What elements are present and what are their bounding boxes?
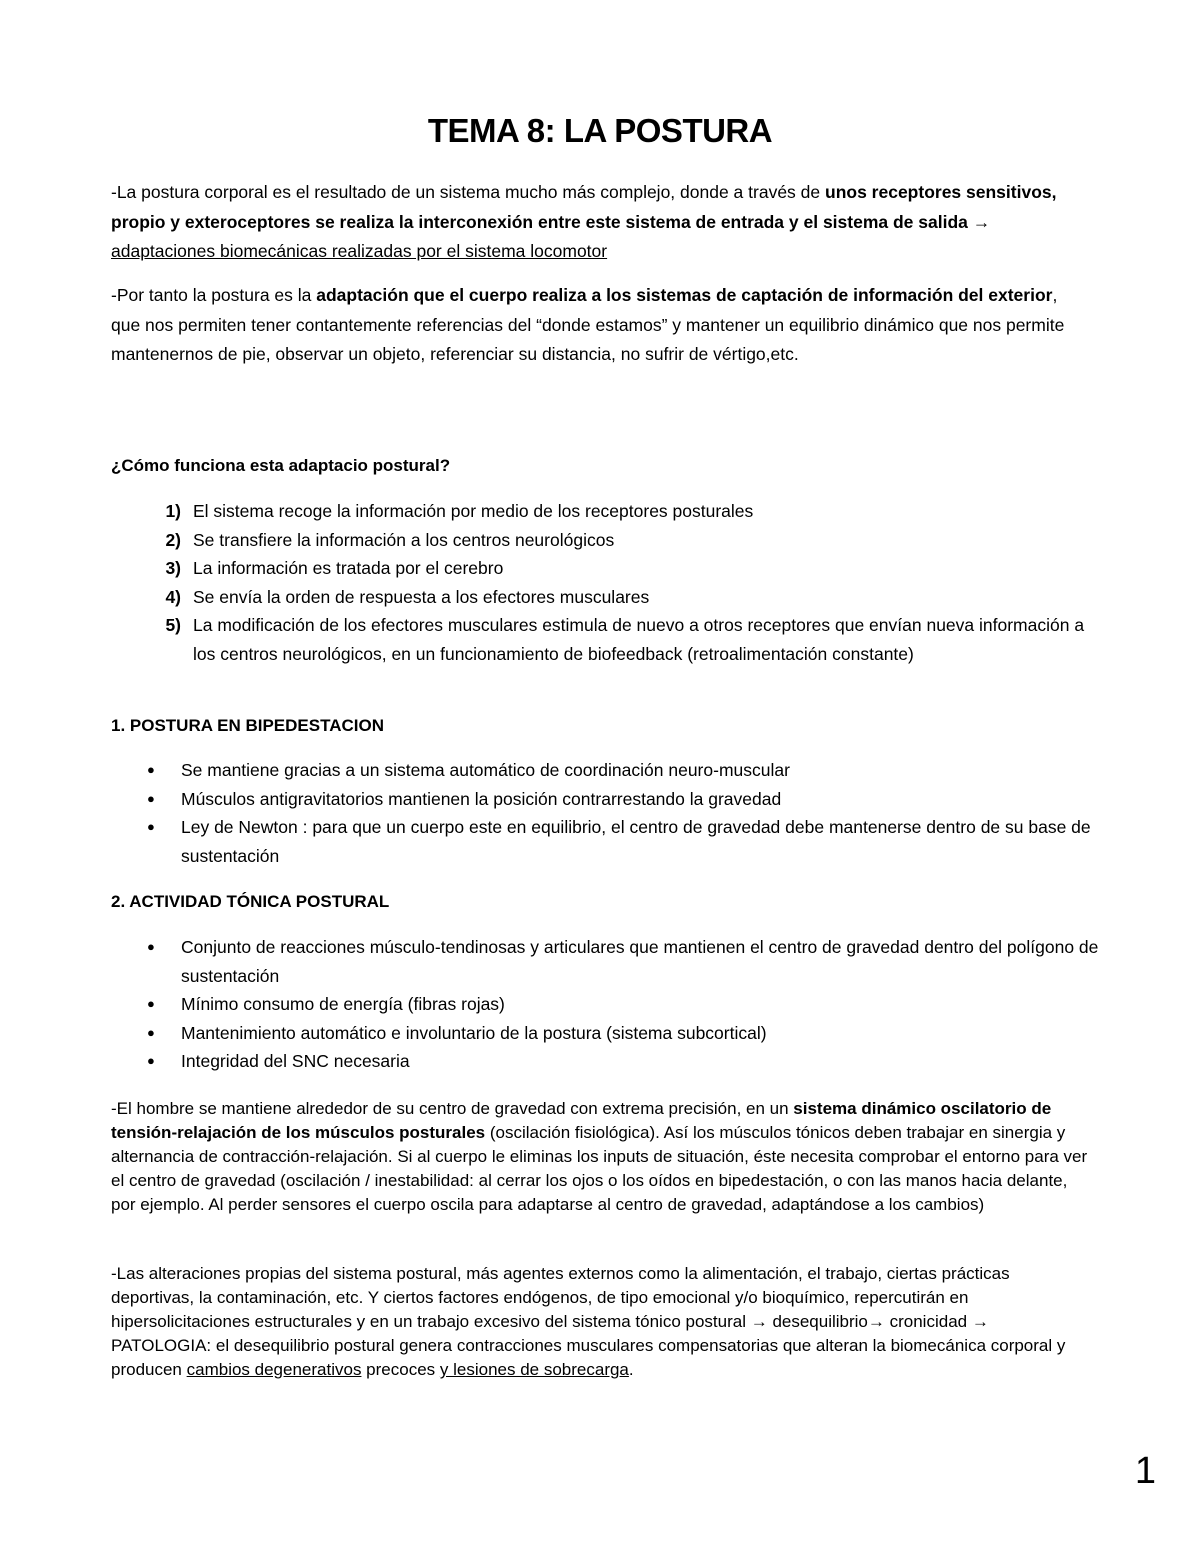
list-item [111, 990, 1101, 1019]
fourth-text-mid: precoces [361, 1360, 440, 1379]
step-text: La información es tratada por el cerebro [193, 558, 504, 578]
bullet-icon: ● [147, 1024, 155, 1040]
list-item [111, 611, 1091, 668]
bullet-text: Mínimo consumo de energía (fibras rojas) [181, 994, 505, 1014]
bullet-icon: ● [147, 790, 155, 806]
page-number: 1 [1134, 1450, 1156, 1492]
list-item [111, 583, 1091, 612]
step-text: La modificación de los efectores musculares estimula de nuevo a otros receptores que envían nueva información a los centros neurológicos, en un funcionamiento de biofeedback (retroalimentación constante) [193, 615, 1085, 664]
bullet-text: Integridad del SNC necesaria [181, 1051, 410, 1071]
section2-heading: 2. ACTIVIDAD TÓNICA POSTURAL [111, 892, 390, 911]
intro-arrow: → [967, 211, 991, 232]
bullet-icon: ● [147, 819, 155, 834]
bullet-icon: ● [147, 939, 155, 954]
intro-bold: unos receptores sensitivos, propio y exteroceptores se realiza la interconexión entre este sistema de entrada y el sistema de salida [111, 182, 1057, 232]
list-item [111, 1047, 1101, 1076]
bullet-icon: ● [147, 762, 155, 777]
fourth-paragraph [111, 1262, 1091, 1382]
list-item [111, 933, 1101, 990]
list-item [111, 497, 1091, 526]
list-item [111, 813, 1101, 870]
third-text-start: -El hombre se mantiene alrededor de su centro de gravedad con extrema precisión, en un [111, 1099, 794, 1118]
third-text-end: (oscilación fisiológica). Así los músculos tónicos deben trabajar en sinergia y alternancia de contracción-relajación. Si al cuerpo le eliminas los inputs de situación, éste necesita comprobar el entorno para ver el centro de gravedad (oscilación / inestabilidad: al cerrar los ojos o los oídos en bipedestación, o con las manos hacia delante, por ejemplo. Al perder sensores el cuerpo oscila para adaptarse al centro de gravedad, adaptándose a los cambios) [111, 1123, 1088, 1214]
bullet-icon: ● [147, 1053, 155, 1068]
steps-list [111, 497, 1091, 668]
second-paragraph [111, 281, 1091, 370]
list-item [111, 785, 1101, 814]
bullet-text: Mantenimiento automático e involuntario de la postura (sistema subcortical) [181, 1022, 767, 1043]
bullet-text: Conjunto de reacciones músculo-tendinosas y articulares que mantienen el centro de gravedad dentro del polígono de sustentación [181, 937, 1099, 986]
step-text: Se envía la orden de respuesta a los efectores musculares [193, 586, 650, 607]
list-item [111, 1019, 1101, 1048]
step-number: 3) [165, 558, 181, 578]
step-number: 5) [165, 615, 181, 635]
step-text: Se transfiere la información a los centros neurológicos [193, 529, 615, 550]
bullet-text: Músculos antigravitatorios mantienen la posición contrarrestando la gravedad [181, 788, 782, 809]
fourth-text-start: -Las alteraciones propias del sistema postural, más agentes externos como la alimentación, el trabajo, ciertas prácticas deportivas, la contaminación, etc. Y ciertos factores endógenos, de tipo emocional y/o bioquímico, repercutirán en hipersolicitaciones estructurales y en un trabajo excesivo del sistema tónico postural → desequilibrio→ cronicidad → PATOLOGIA: el desequilibrio postural genera contracciones musculares compensatorias que alteran la biomecánica corporal y producen [111, 1264, 1066, 1379]
second-bold: adaptación que el cuerpo realiza a los sistemas de captación de información del exterior [316, 285, 1053, 305]
section1-bullets [111, 756, 1101, 870]
section1-heading: 1. POSTURA EN BIPEDESTACION [111, 716, 384, 735]
section2-bullets [111, 933, 1101, 1076]
second-text-end: , que nos permiten tener contantemente referencias del “donde estamos” y mantener un equilibrio dinámico que nos permite mantenernos de pie, observar un objeto, referenciar su distancia, no sufrir de vértigo,etc. [111, 285, 1065, 364]
third-bold: sistema dinámico oscilatorio de tensión-relajación de los músculos posturales [111, 1099, 1052, 1142]
bullet-text: Ley de Newton : para que un cuerpo este en equilibrio, el centro de gravedad debe mantenerse dentro de su base de sustentación [181, 817, 1091, 866]
question-heading: ¿Cómo funciona esta adaptacio postural? [111, 456, 451, 475]
intro-underlined: adaptaciones biomecánicas realizadas por el sistema locomotor [111, 241, 608, 261]
fourth-text-end: . [628, 1360, 634, 1379]
fourth-underlined-1: cambios degenerativos [186, 1360, 362, 1379]
step-number: 1) [165, 501, 181, 521]
step-number: 4) [165, 586, 181, 607]
intro-paragraph [111, 178, 1091, 267]
bullet-icon: ● [147, 996, 155, 1011]
step-number: 2) [165, 529, 181, 550]
list-item [111, 756, 1101, 785]
page-title: TEMA 8: LA POSTURA [427, 112, 773, 149]
fourth-underlined-2: y lesiones de sobrecarga [439, 1360, 629, 1379]
third-paragraph [111, 1097, 1091, 1217]
bullet-text: Se mantiene gracias a un sistema automático de coordinación neuro-muscular [181, 760, 790, 780]
step-text: El sistema recoge la información por medio de los receptores posturales [193, 501, 754, 521]
list-item [111, 526, 1091, 555]
second-text-start: -Por tanto la postura es la [111, 285, 317, 305]
intro-text: -La postura corporal es el resultado de un sistema mucho más complejo, donde a través de [111, 182, 825, 202]
list-item [111, 554, 1091, 583]
